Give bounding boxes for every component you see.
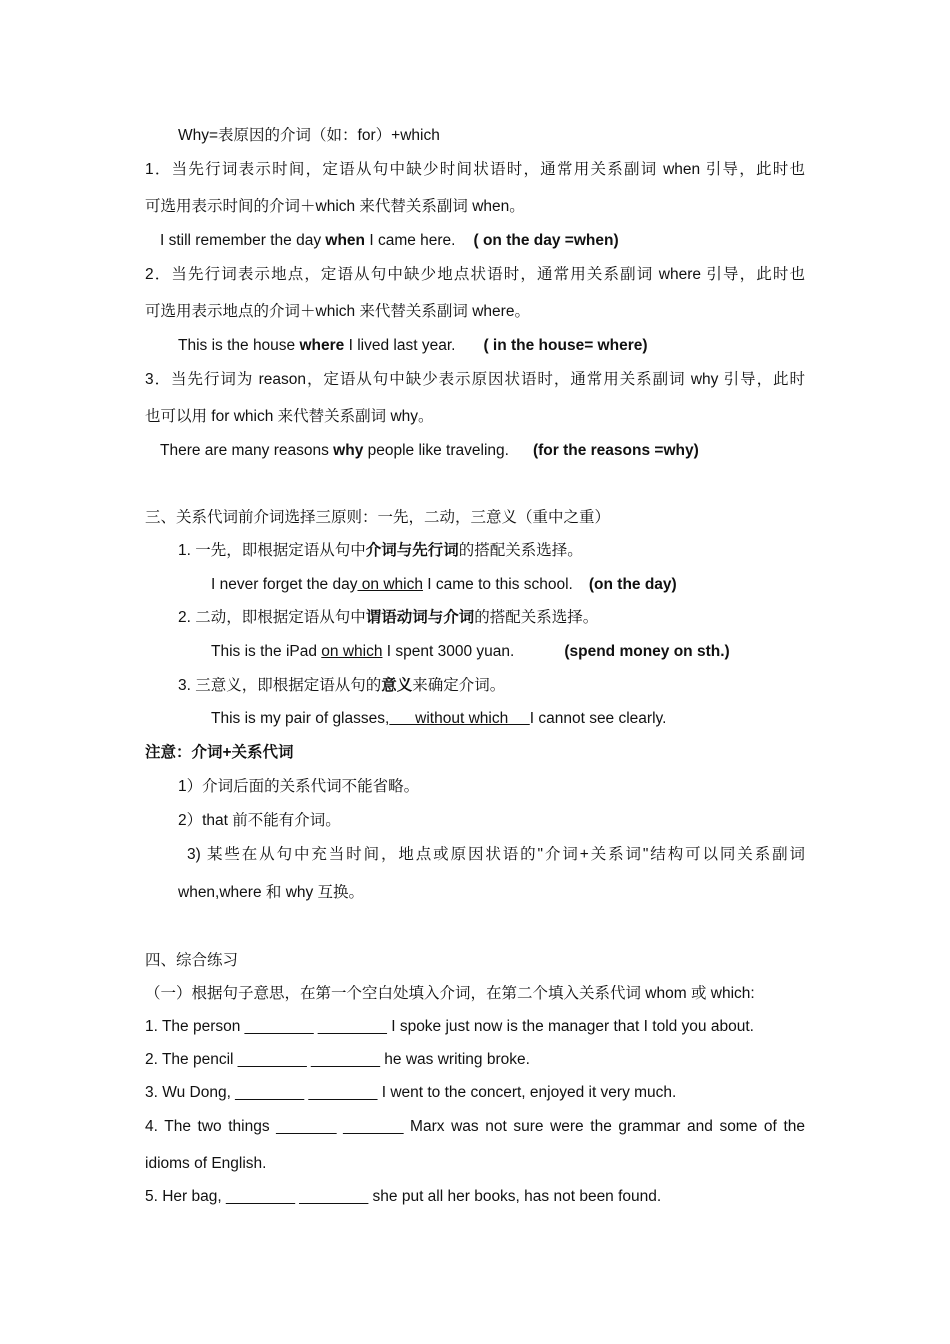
exercise-question-5: 5. Her bag, ________ ________ she put all her books, has not been found.	[145, 1188, 662, 1205]
rule-3-line-2: 也可以用 for which 来代替关系副词 why。	[145, 408, 434, 425]
example-note: (on the day)	[588, 576, 677, 593]
note-3-line-1: 3) 某些在从句中充当时间，地点或原因状语的"介词+关系词"结构可以同关系副词	[187, 846, 805, 863]
example-keyword: why	[333, 442, 364, 459]
example-post: I spent 3000 yuan.	[382, 643, 515, 660]
rule-1-line-2: 可选用表示时间的介词＋which 来代替关系副词 when。	[145, 198, 525, 215]
exercise-question-4-line-2: idioms of English.	[145, 1155, 267, 1172]
example-post: I lived last year.	[344, 337, 456, 354]
principle-text: 3. 三意义，即根据定语从句的	[178, 677, 382, 694]
section-4-heading: 四、综合练习	[145, 952, 239, 969]
why-rule-line: Why=表原因的介词（如：for）+which	[178, 127, 440, 144]
principle-text: 的搭配关系选择。	[458, 542, 583, 559]
example-pre: This is the house	[178, 337, 300, 354]
example-post: I cannot see clearly.	[529, 710, 667, 727]
rule-2-line-1: 2．当先行词表示地点，定语从句中缺少地点状语时，通常用关系副词 where 引导，此时也	[145, 266, 805, 283]
example-underlined: without which	[389, 710, 530, 727]
principle-3	[178, 676, 505, 696]
example-pre: This is my pair of glasses,	[211, 710, 390, 727]
example-keyword: when	[325, 232, 366, 249]
principle-text: 来确定介词。	[412, 677, 506, 694]
principle-1	[178, 541, 583, 561]
example-note: ( on the day =when)	[473, 232, 619, 249]
exercise-question-3: 3. Wu Dong, ________ ________ I went to the concert, enjoyed it very much.	[145, 1084, 677, 1101]
principle-text: 2. 二动，即根据定语从句中	[178, 609, 366, 626]
note-3-line-2: when,where 和 why 互换。	[178, 884, 365, 901]
principle-keyword: 介词与先行词	[365, 542, 459, 559]
example-pre: There are many reasons	[160, 442, 334, 459]
example-pre: This is the iPad	[211, 643, 322, 660]
note-title: 注意：介词+关系代词	[145, 744, 294, 761]
rule-2-line-2: 可选用表示地点的介词＋which 来代替关系副词 where。	[145, 303, 530, 320]
example-post: people like traveling.	[363, 442, 509, 459]
example-pre: I still remember the day	[160, 232, 326, 249]
principle-keyword: 谓语动词与介词	[365, 609, 475, 626]
rule-3-line-1: 3．当先行词为 reason，定语从句中缺少表示原因状语时，通常用关系副词 why 引导，此时	[145, 371, 805, 388]
example-post: I came to this school.	[422, 576, 573, 593]
example-underlined: on which	[321, 643, 383, 660]
principle-2-example	[211, 642, 730, 662]
principle-1-example	[211, 575, 677, 595]
rule-2-example	[178, 336, 648, 356]
exercise-question-2: 2. The pencil ________ ________ he was writing broke.	[145, 1051, 530, 1068]
exercise-instruction: （一）根据句子意思，在第一个空白处填入介词，在第二个填入关系代词 whom 或 which:	[145, 985, 755, 1002]
example-underlined: on which	[357, 576, 423, 593]
principle-keyword: 意义	[381, 677, 413, 694]
section-3-heading: 三、关系代词前介词选择三原则：一先，二动，三意义（重中之重）	[145, 509, 611, 526]
principle-text: 1. 一先，即根据定语从句中	[178, 542, 366, 559]
example-note: ( in the house= where)	[483, 337, 648, 354]
note-2: 2）that 前不能有介词。	[178, 812, 341, 829]
principle-3-example	[211, 709, 666, 729]
exercise-question-4-line-1: 4. The two things _______ _______ Marx was not sure were the grammar and some of the	[145, 1118, 805, 1135]
example-post: I came here.	[365, 232, 456, 249]
rule-1-example	[160, 231, 619, 251]
rule-1-line-1: 1．当先行词表示时间，定语从句中缺少时间状语时，通常用关系副词 when 引导，此时也	[145, 161, 805, 178]
example-note: (for the reasons =why)	[532, 442, 699, 459]
example-note: (spend money on sth.)	[564, 643, 730, 660]
rule-3-example	[160, 441, 699, 461]
exercise-question-1: 1. The person ________ ________ I spoke just now is the manager that I told you about.	[145, 1018, 754, 1035]
principle-2	[178, 608, 598, 628]
example-keyword: where	[299, 337, 345, 354]
example-pre: I never forget the day	[211, 576, 358, 593]
principle-text: 的搭配关系选择。	[474, 609, 599, 626]
note-1: 1）介词后面的关系代词不能省略。	[178, 778, 420, 795]
